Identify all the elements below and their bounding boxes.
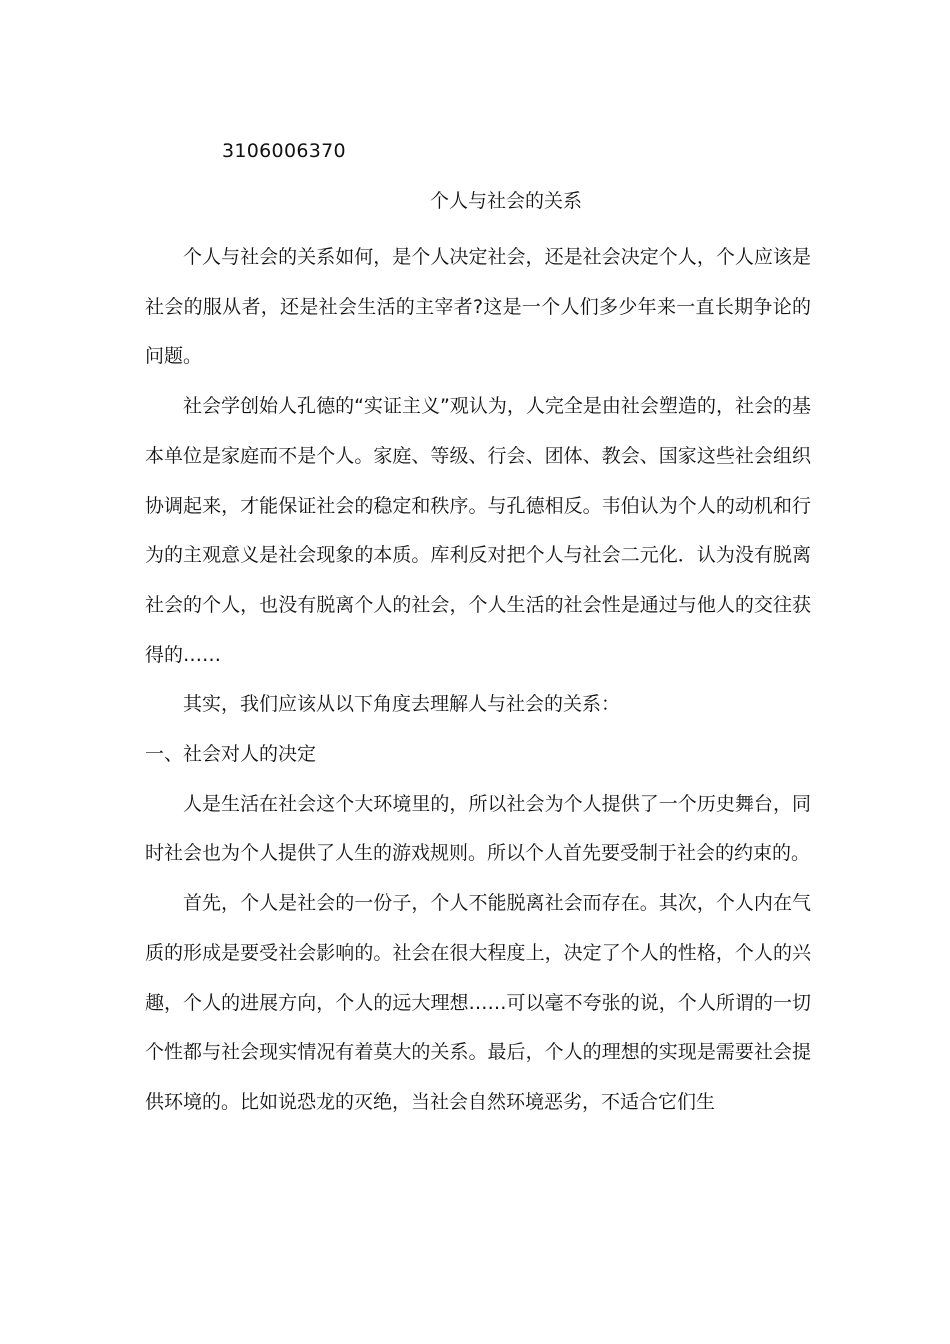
paragraph-transition: 其实，我们应该从以下角度去理解人与社会的关系： [183, 693, 621, 716]
document-id-number: 3106006370 [222, 140, 346, 162]
paragraph-society-stage: 人是生活在社会这个大环境里的，所以社会为个人提供了一个历史舞台，同时社会也为个人提供了人生的游戏规则。所以个人首先要受制于社会的约束的。 [145, 792, 811, 865]
document-title: 个人与社会的关系 [430, 190, 583, 212]
paragraph-theories: 社会学创始人孔德的“实证主义”观认为，人完全是由社会塑造的，社会的基本单位是家庭而不是个人。家庭、等级、行会、团体、教会、国家这些社会组织协调起来，才能保证社会的稳定和秩序。与孔德相反。韦伯认为个人的动机和行为的主观意义是社会现象的本质。库利反对把个人与社会二元化．认为没有脱离社会的个人，也没有脱离个人的社会，个人生活的社会性是通过与他人的交往获得的…… [145, 395, 811, 666]
section-heading-1: 一、社会对人的决定 [145, 743, 317, 766]
paragraph-intro: 个人与社会的关系如何，是个人决定社会，还是社会决定个人，个人应该是社会的服从者，还是社会生活的主宰者?这是一个人们多少年来一直长期争论的问题。 [145, 246, 811, 368]
document-body [145, 233, 811, 1128]
paragraph-reasons: 首先，个人是社会的一份子，个人不能脱离社会而存在。其次，个人内在气质的形成是要受社会影响的。社会在很大程度上，决定了个人的性格，个人的兴趣，个人的进展方向，个人的远大理想……可以毫不夸张的说，个人所谓的一切个性都与社会现实情况有着莫大的关系。最后，个人的理想的实现是需要社会提供环境的。比如说恐龙的灭绝，当社会自然环境恶劣，不适合它们生 [145, 892, 811, 1113]
